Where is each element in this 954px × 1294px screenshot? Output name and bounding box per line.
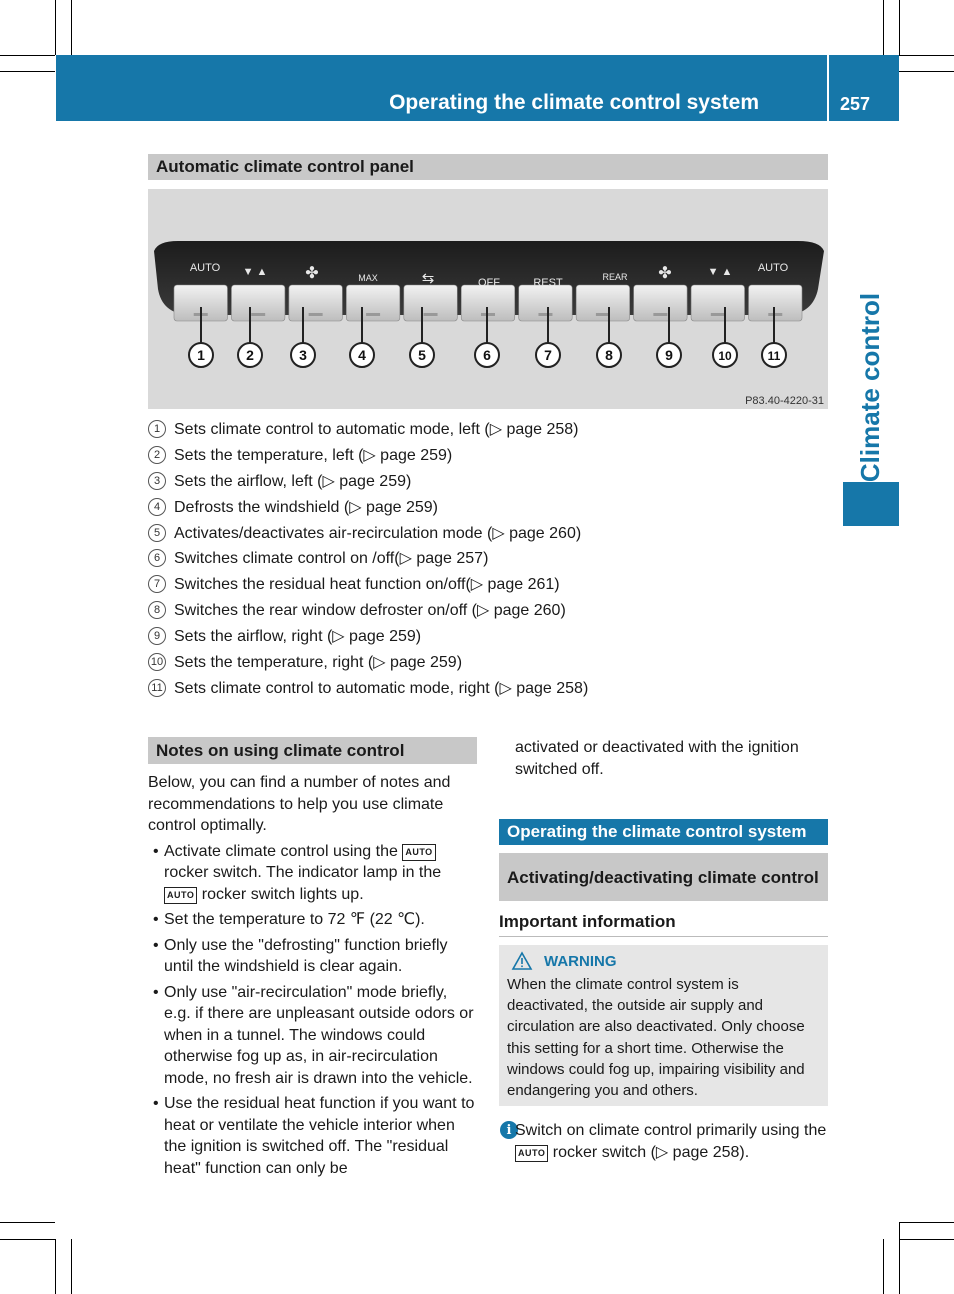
legend-item xyxy=(148,597,828,623)
legend-number: 2 xyxy=(148,446,166,464)
legend-number: 7 xyxy=(148,575,166,593)
bullet-text: Activate climate control using the xyxy=(164,842,398,860)
callout-number: 8 xyxy=(605,347,613,363)
indicator-lamp xyxy=(768,313,782,316)
notes-body xyxy=(148,772,478,1179)
important-heading: Important information xyxy=(499,912,828,937)
section-title: Operating the climate control system xyxy=(507,822,807,841)
bullet-dot: • xyxy=(153,842,159,860)
callout-number: 9 xyxy=(665,347,673,363)
legend-number: 5 xyxy=(148,524,166,542)
legend-number: 3 xyxy=(148,472,166,490)
list-item xyxy=(148,982,478,1090)
indicator-lamp xyxy=(653,313,667,316)
callout-number: 4 xyxy=(358,347,366,363)
auto-key-icon: AUTO xyxy=(164,887,197,904)
bullet-text: Use the residual heat function if you want to heat or ventilate the vehicle interior when the ignition is switched off. The "residual heat" function can only be xyxy=(164,1095,475,1177)
crop-mark xyxy=(899,55,954,56)
rear-defrost-label: REAR xyxy=(602,272,628,282)
legend-item xyxy=(148,468,828,494)
legend-text: Sets climate control to automatic mode, right (▷ page 258) xyxy=(174,679,589,697)
crop-mark xyxy=(883,1239,884,1294)
bullet-dot: • xyxy=(153,983,159,1001)
warning-box xyxy=(499,945,828,1106)
legend-item xyxy=(148,545,828,571)
section-title: Automatic climate control panel xyxy=(156,157,414,176)
crop-mark xyxy=(55,0,56,55)
indicator-lamp xyxy=(309,313,323,316)
crop-mark xyxy=(0,1239,55,1240)
legend-number: 1 xyxy=(148,420,166,438)
side-tab-marker xyxy=(843,482,899,526)
callout-number: 10 xyxy=(718,349,732,363)
fan-right-icon: ✤ xyxy=(658,265,672,282)
bullet-dot: • xyxy=(153,936,159,954)
auto-key-icon: AUTO xyxy=(402,844,435,861)
legend-text: Sets the airflow, left (▷ page 259) xyxy=(174,472,412,490)
temp-right-arrows-icon: ▼ ▲ xyxy=(707,266,733,278)
callout-number: 1 xyxy=(197,347,205,363)
bullet-text: Only use "air-recirculation" mode briefly, e.g. if there are unpleasant outside odors or when in a tunnel. The windows could otherwise fog up as, in air-recirculation mode, no fresh air is drawn into the vehicle. xyxy=(164,983,474,1087)
subsection-title: Activating/deactivating climate control xyxy=(507,867,819,887)
legend-number: 9 xyxy=(148,627,166,645)
info-text: Switch on climate control primarily using the xyxy=(515,1122,827,1139)
legend-number: 10 xyxy=(148,653,166,671)
crop-mark xyxy=(55,1239,56,1294)
indicator-lamp xyxy=(711,313,725,316)
legend-text: Sets the airflow, right (▷ page 259) xyxy=(174,628,422,646)
temp-left-arrows-icon: ▼ ▲ xyxy=(242,266,268,278)
crop-mark xyxy=(899,0,900,55)
indicator-lamp xyxy=(251,313,265,316)
legend-number: 6 xyxy=(148,549,166,567)
page-title: Operating the climate control system xyxy=(389,91,759,114)
climate-panel-figure xyxy=(148,189,828,409)
legend-item xyxy=(148,675,828,701)
legend-item xyxy=(148,649,828,675)
fan-left-icon: ✤ xyxy=(305,265,319,282)
crop-mark xyxy=(899,1222,900,1294)
page-header xyxy=(56,55,899,121)
legend-text: Sets the temperature, left (▷ page 259) xyxy=(174,446,453,464)
legend-item xyxy=(148,416,828,442)
climate-panel-illustration xyxy=(148,189,828,409)
section-title: Notes on using climate control xyxy=(156,740,405,760)
off-label: OFF xyxy=(478,277,500,289)
legend-item xyxy=(148,494,828,520)
legend-text: Sets the temperature, right (▷ page 259) xyxy=(174,653,463,671)
side-tab xyxy=(845,292,897,483)
subsection-heading xyxy=(499,853,828,901)
auto-key-icon: AUTO xyxy=(515,1145,548,1162)
callout-number: 6 xyxy=(483,347,491,363)
indicator-lamp xyxy=(424,313,438,316)
crop-mark xyxy=(899,1222,954,1223)
crop-mark xyxy=(0,71,55,72)
crop-mark xyxy=(0,1222,55,1223)
legend-text: Switches the residual heat function on/off(▷ page 261) xyxy=(174,576,560,594)
list-item xyxy=(148,841,478,906)
warning-header xyxy=(511,951,820,971)
legend-item xyxy=(148,520,828,546)
bullet-dot: • xyxy=(153,911,159,928)
crop-mark xyxy=(0,55,55,56)
header-divider xyxy=(827,55,829,121)
bullet-text: rocker switch lights up. xyxy=(201,885,364,903)
warning-text: When the climate control system is deactivated, the outside air supply and circulation are also deactivated. Only choose this setting for a short time. Otherwise the windows could fog up, impairing visibility and endangering you and others. xyxy=(507,976,805,1100)
callout-number: 3 xyxy=(299,347,307,363)
legend-text: Activates/deactivates air-recirculation mode (▷ page 260) xyxy=(174,524,582,542)
legend-item xyxy=(148,442,828,468)
legend-number: 8 xyxy=(148,601,166,619)
legend-number: 4 xyxy=(148,498,166,516)
indicator-lamp xyxy=(366,313,380,316)
info-note xyxy=(515,1120,829,1163)
crop-mark xyxy=(71,0,72,55)
legend-text: Switches the rear window defroster on/off (▷ page 260) xyxy=(174,602,566,620)
legend-item xyxy=(148,623,828,649)
page-number: 257 xyxy=(840,94,871,114)
list-item xyxy=(148,909,478,931)
section-heading xyxy=(499,819,828,845)
bullet-text: Set the temperature to 72 ℉ (22 ℃). xyxy=(164,911,425,928)
crop-mark xyxy=(71,1239,72,1294)
legend-text: Sets climate control to automatic mode, left (▷ page 258) xyxy=(174,420,579,438)
image-code: P83.40-4220-31 xyxy=(745,395,824,407)
legend-text: Defrosts the windshield (▷ page 259) xyxy=(174,498,438,516)
crop-mark xyxy=(883,0,884,55)
auto-left-label: AUTO xyxy=(189,262,221,274)
auto-right-label: AUTO xyxy=(757,262,789,274)
info-icon: i xyxy=(500,1121,518,1139)
crop-mark xyxy=(899,1239,954,1240)
list-item xyxy=(148,935,478,978)
section-heading xyxy=(148,737,477,764)
callout-number: 5 xyxy=(418,347,426,363)
bullet-dot: • xyxy=(153,1095,159,1112)
indicator-lamp xyxy=(538,313,552,316)
bullet-text: rocker switch. The indicator lamp in the xyxy=(164,864,442,881)
defrost-max-label: MAX xyxy=(358,273,378,283)
legend-number: 11 xyxy=(148,679,166,697)
section-heading xyxy=(148,154,828,180)
rest-label: REST xyxy=(533,277,563,289)
callout-number: 7 xyxy=(544,347,552,363)
legend-text: Switches climate control on /off(▷ page 257) xyxy=(174,550,489,568)
bullet-text: Only use the "defrosting" function briefly until the windshield is clear again. xyxy=(164,936,448,975)
legend-item xyxy=(148,571,828,597)
indicator-lamp xyxy=(596,313,610,316)
warning-triangle-icon xyxy=(511,951,533,971)
callout-number: 2 xyxy=(246,347,254,363)
list-item xyxy=(148,1093,478,1179)
callout-legend xyxy=(148,416,828,701)
callout-number: 11 xyxy=(767,349,781,363)
crop-mark xyxy=(899,71,954,72)
recirculation-icon: ⇆ xyxy=(421,270,435,287)
notes-intro: Below, you can find a number of notes and recommendations to help you use climate control optimally. xyxy=(148,774,451,834)
info-text: rocker switch (▷ page 258). xyxy=(552,1143,750,1161)
warning-title: WARNING xyxy=(544,952,617,970)
notes-continuation: activated or deactivated with the ignition switched off. xyxy=(515,739,799,778)
side-tab-label: Climate control xyxy=(855,292,886,483)
